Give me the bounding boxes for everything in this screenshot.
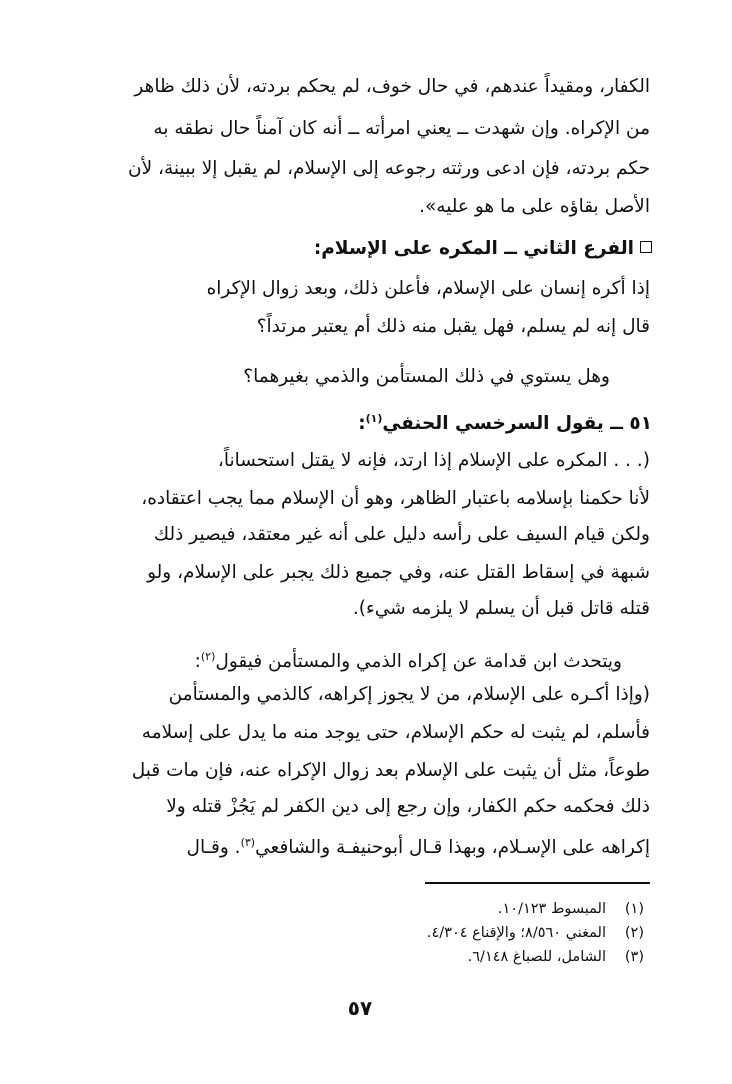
paragraph-line: الكفار، ومقيداً عندهم، في حال خوف، لم يحكم بردته، لأن ذلك ظاهر (134, 76, 650, 97)
footnote (468, 946, 644, 968)
paragraph-line: حكم بردته، فإن ادعى ورثته رجوعه إلى الإسلام، لم يقبل إلا ببينة، لأن (128, 158, 650, 179)
paragraph-line: قال إنه لم يسلم، فهل يقبل منه ذلك أم يعتبر مرتداً؟ (256, 316, 650, 337)
page-number: ٥٧ (347, 996, 373, 1020)
paragraph-colon: : (194, 651, 201, 672)
section-title (314, 236, 652, 262)
quote-line: ولكن قيام السيف على رأسه دليل على أنه غير معتقد، فيصير ذلك (153, 524, 650, 545)
footnote-text: المغني ٨/٥٦٠؛ والإقناع ٤/٣٠٤. (426, 925, 606, 941)
footnote-number: (٢) (624, 925, 644, 941)
footnote-text: الشامل، للصباغ ٦/١٤٨. (467, 949, 606, 965)
footnote (498, 898, 644, 920)
paragraph-line: إذا أكره إنسان على الإسلام، فأعلن ذلك، وبعد زوال الإكراه (206, 278, 650, 299)
paragraph-line: وهل يستوي في ذلك المستأمن والذمي بغيرهما؟ (243, 366, 610, 387)
item-heading-colon: : (358, 413, 366, 434)
item-heading-text: ٥١ ــ يقول السرخسي الحنفي (382, 413, 652, 434)
item-heading (358, 406, 652, 437)
quote-line: شبهة في إسقاط القتل عنه، وفي جميع ذلك يجبر على الإسلام، ولو (147, 562, 650, 583)
quote-line (187, 830, 650, 861)
footnote-number: (١) (624, 901, 644, 917)
footnote-text: المبسوط ١٠/١٢٣. (497, 901, 606, 917)
footnote-ref: (١) (365, 412, 383, 425)
quote-line: قتله قاتل قبل أن يسلم لا يلزمه شيء). (352, 598, 650, 619)
quote-tail: . وقـال (186, 837, 241, 858)
section-title-text: الفرع الثاني ــ المكره على الإسلام: (313, 238, 634, 259)
quote-text: إكراهه على الإسـلام، وبهذا قـال أبوحنيفـة والشافعي (255, 837, 650, 858)
paragraph-line: الأصل بقاؤه على ما هو عليه». (419, 196, 650, 217)
footnote-ref: (٣) (240, 836, 256, 849)
quote-line: فأسلم، لم يثبت له حكم الإسلام، حتى يوجد منه ما يدل على إسلامه (141, 722, 650, 743)
footnote-ref: (٢) (200, 650, 216, 663)
quote-line: ذلك فحكمه حكم الكفار، وإن رجع إلى دين الكفر لم يَجُزْ قتله ولا (166, 796, 650, 817)
square-bullet-icon (640, 241, 652, 253)
quote-line: طوعاً، مثل أن يثبت على الإسلام بعد زوال الإكراه عنه، فإن مات قبل (131, 760, 650, 781)
paragraph-line: من الإكراه. وإن شهدت ــ يعني امرأته ــ أنه كان آمناً حال نطقه به (153, 118, 650, 139)
quote-line: لأنا حكمنا بإسلامه باعتبار الظاهر، وهو أن الإسلام مما يجب اعتقاده، (141, 488, 650, 509)
paragraph-line (195, 644, 622, 675)
footnote-divider (425, 882, 650, 884)
footnote (427, 922, 644, 944)
paragraph-text: ويتحدث ابن قدامة عن إكراه الذمي والمستأمن فيقول (215, 651, 622, 672)
quote-line: (وإذا أكـره على الإسلام، من لا يجوز إكراهه، كالذمي والمستأمن (168, 684, 650, 705)
quote-line: (. . . المكره على الإسلام إذا ارتد، فإنه لا يقتل استحساناً، (217, 450, 650, 471)
footnote-number: (٣) (624, 949, 644, 965)
